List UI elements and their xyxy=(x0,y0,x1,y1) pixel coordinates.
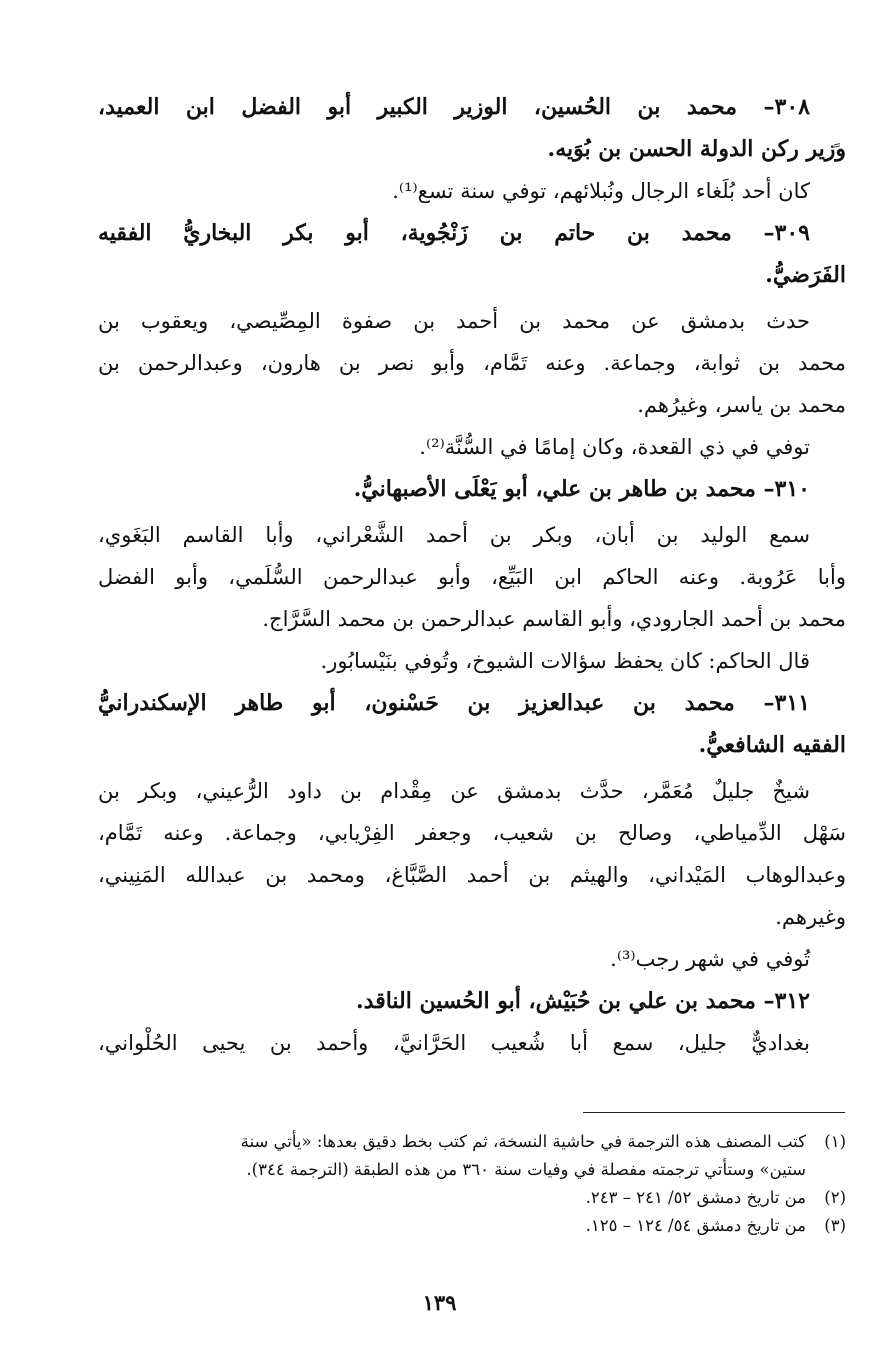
text-line: كان أحد بُلَغاء الرجال ونُبلائهم، توفي سنة تسع⁽¹⁾. xyxy=(392,179,810,203)
footnotes xyxy=(100,1128,846,1240)
footnote xyxy=(100,1184,846,1212)
entry-heading-line: الفقيه الشافعيُّ. xyxy=(698,732,846,758)
text-line: شيخٌ جليلٌ مُعَمَّر، حدَّث بدمشق عن مِقْدام بن داود الرُّعيني، وبكر بن xyxy=(98,779,810,803)
footnote-number: (٣) xyxy=(824,1216,846,1235)
footnote-number: (٢) xyxy=(824,1188,846,1207)
entry-heading-line: الفَرَضيُّ. xyxy=(765,262,846,288)
entry-heading-line: ٣١٠– محمد بن طاهر بن علي، أبو يَعْلَى الأصبهانيُّ. xyxy=(353,476,810,502)
text-line: سمع الوليد بن أبان، وبكر بن أحمد الشَّعْراني، وأبا القاسم البَغَوي، xyxy=(98,523,810,547)
text-line: وعبدالوهاب المَيْداني، والهيثم بن أحمد الصَّبَّاغ، ومحمد بن عبدالله المَنِيني، xyxy=(98,863,846,887)
entry-heading-line: ٣٠٨– محمد بن الحُسين، الوزير الكبير أبو الفضل ابن العميد، xyxy=(98,94,810,120)
footnote-text-line: من تاريخ دمشق ٥٢/ ٢٤١ – ٢٤٣. xyxy=(585,1188,806,1207)
footnote-number: (١) xyxy=(824,1132,846,1151)
text-line: بغداديٌّ جليل، سمع أبا شُعيب الحَرَّانيَّ، وأحمد بن يحيى الحُلْواني، xyxy=(98,1031,810,1055)
footnote-text-line: ستين» وستأتي ترجمته مفصلة في وفيات سنة ٣٦٠ من هذه الطبقة (الترجمة ٣٤٤). xyxy=(246,1160,806,1179)
footnote-text xyxy=(100,1128,806,1184)
footnote-text-line: كتب المصنف هذه الترجمة في حاشية النسخة، ثم كتب بخط دقيق بعدها: «يأتي سنة xyxy=(240,1132,806,1151)
page-number: ١٣٩ xyxy=(422,1290,457,1315)
text-line: قال الحاكم: كان يحفظ سؤالات الشيوخ، وتُوفي بنَيْسابُور. xyxy=(320,649,810,673)
footnote-text xyxy=(100,1184,806,1212)
entry-heading-line: ٣٠٩– محمد بن حاتم بن زَنْجُوية، أبو بكر البخاريُّ الفقيه xyxy=(98,220,810,246)
entry-heading-line: ٣١٢– محمد بن علي بن حُبَيْش، أبو الحُسين الناقد. xyxy=(355,988,810,1014)
footnote-text-line: من تاريخ دمشق ٥٤/ ١٢٤ – ١٢٥. xyxy=(585,1216,806,1235)
text-line: وأبا عَرُوبة. وعنه الحاكم ابن البَيِّع، وأبو عبدالرحمن السُّلَمي، وأبو الفضل xyxy=(98,565,846,589)
text-line: محمد بن ياسر، وغيرُهم. xyxy=(637,393,846,417)
entry-heading-line: ٣١١– محمد بن عبدالعزيز بن حَسْنون، أبو طاهر الإسكندرانيُّ xyxy=(98,690,810,716)
text-line: وغيرهم. xyxy=(775,905,846,929)
entry-heading-line: وزير ركن الدولة الحسن بن بُوَيه. xyxy=(547,136,846,162)
footnote-separator xyxy=(583,1112,845,1113)
text-line: تُوفي في شهر رجب⁽³⁾. xyxy=(610,947,810,971)
text-line: سَهْل الدِّمياطي، وصالح بن شعيب، وجعفر الفِرْيابي، وجماعة. وعنه تَمَّام، xyxy=(98,821,846,845)
text-line: محمد بن ثوابة، وجماعة. وعنه تَمَّام، وأبو نصر بن هارون، وعبدالرحمن بن xyxy=(98,351,846,375)
footnote-text xyxy=(100,1212,806,1240)
footnote xyxy=(100,1128,846,1184)
main-text xyxy=(98,86,846,1064)
text-line: محمد بن أحمد الجارودي، وأبو القاسم عبدالرحمن بن محمد السَّرَّاج. xyxy=(262,607,846,631)
text-line: توفي في ذي القعدة، وكان إمامًا في السُّنَّة⁽²⁾. xyxy=(419,435,810,459)
text-line: حدث بدمشق عن محمد بن أحمد بن صفوة المِصِّيصي، ويعقوب بن xyxy=(98,309,810,333)
footnote xyxy=(100,1212,846,1240)
